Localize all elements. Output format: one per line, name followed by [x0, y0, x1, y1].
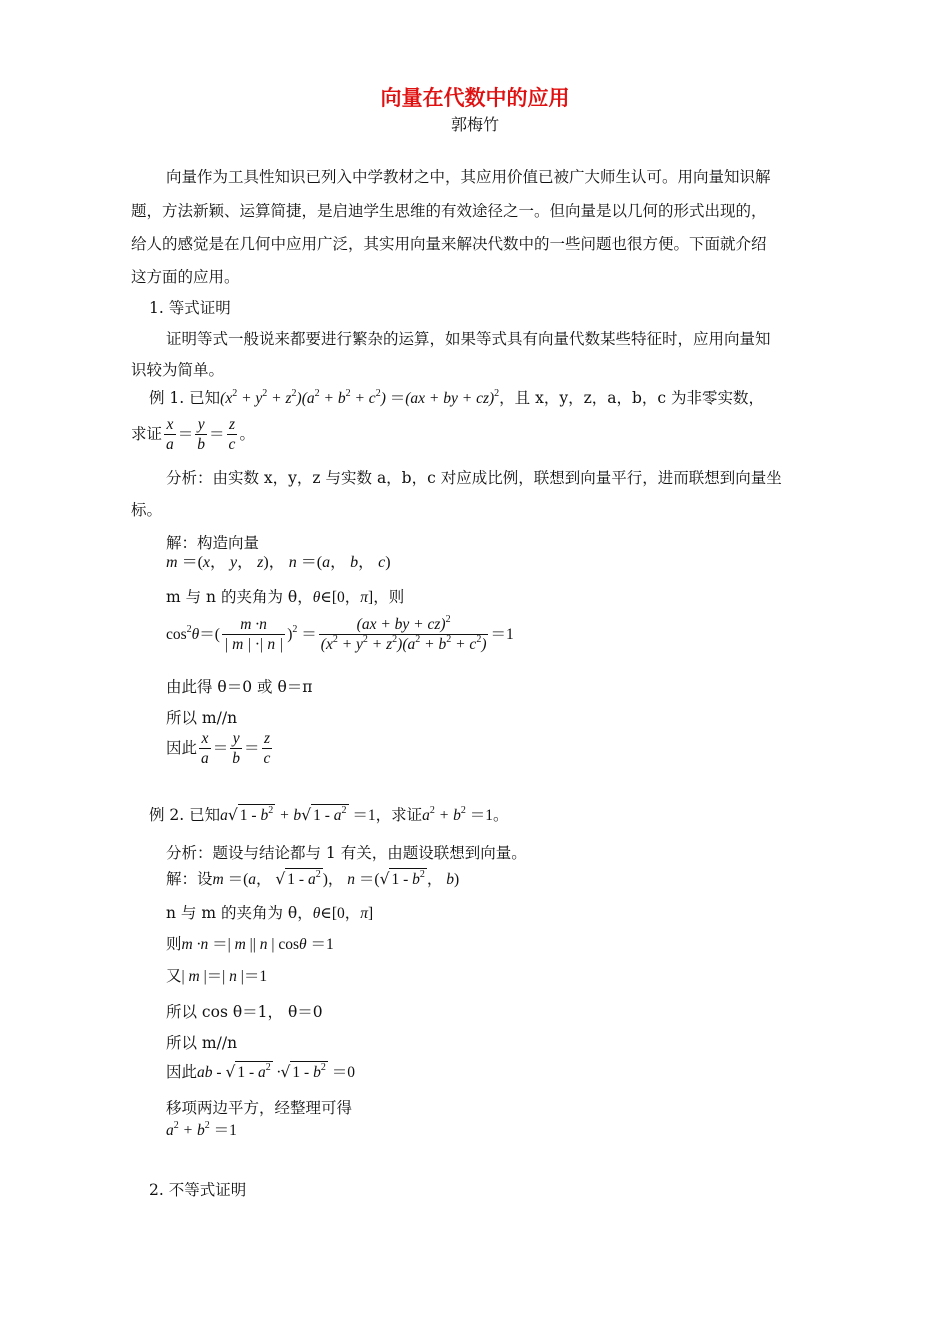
ex1-vectors: m ＝(x， y， z)， n ＝(a， b， c)	[166, 554, 391, 571]
intro-line-4: 这方面的应用。	[131, 268, 240, 286]
section-1-para-line-1: 证明等式一般说来都要进行繁杂的运算，如果等式具有向量代数某些特征时，应用向量知	[166, 330, 771, 348]
section-2-heading: 2. 不等式证明	[149, 1181, 247, 1199]
section-1-para-line-2: 识较为简单。	[131, 361, 225, 379]
ex2-magnitudes: 又| m |＝| n |＝1	[166, 967, 268, 985]
ex1-therefore: 因此	[166, 739, 198, 757]
ex2-therefore-line: 因此ab - √ $1 - a^2$ ·√ $1 - b^2 =0$	[166, 1061, 355, 1084]
ex1-parallel: 所以 m//n	[166, 709, 238, 727]
intro-line-2: 题，方法新颖、运算简捷，是启迪学生思维的有效途径之一。但向量是以几何的形式出现的，	[131, 202, 767, 220]
intro-line-1: 向量作为工具性知识已列入中学教材之中，其应用价值已被广大师生认可。用向量知识解	[166, 168, 771, 186]
section-1-heading: 1. 等式证明	[149, 299, 231, 317]
ex1-end: 。	[239, 425, 255, 443]
ex2-solution-intro: 解：设	[166, 870, 213, 888]
intro-line-3: 给人的感觉是在几何中应用广泛，其实用向量来解决代数中的一些问题也很方便。下面就介绍	[131, 235, 767, 253]
ex2-vectors-line: 解：设m ＝(a， √ $1 - a^2$ )， n ＝(√ $1 - b^2$ ， b)	[166, 868, 459, 891]
ex1-label: 例 1. 已知	[149, 389, 221, 407]
ex2-label: 例 2. 已知	[149, 806, 221, 824]
ex1-solution-intro: 解：构造向量	[166, 534, 260, 552]
ex1-condition-tail: ，且 x，y，z，a，b，c 为非零实数，	[499, 389, 765, 407]
ex2-also: 又	[166, 967, 182, 985]
ex2-rearrange: 移项两边平方，经整理可得	[166, 1099, 353, 1117]
ex1-analysis-line-1: 分析：由实数 x，y，z 与实数 a，b，c 对应成比例，联想到向量平行，进而联想到向量坐	[166, 469, 782, 487]
ex1-condition	[149, 387, 764, 410]
ex1-analysis-line-2: 标。	[131, 501, 163, 519]
ex2-so-cos: 所以 cos θ＝1， θ＝0	[166, 1003, 323, 1021]
page-title: 向量在代数中的应用	[380, 86, 570, 110]
ex1-claim: 求证 $\frac{x}{a}$ ＝ $\frac{y}{b}$ ＝ $\frac{z}{c}$ 。	[131, 415, 255, 453]
ex2-then: 则	[166, 935, 182, 953]
ex2-analysis: 分析：题设与结论都与 1 有关，由题设联想到向量。	[166, 844, 527, 862]
ex2-therefore: 因此	[166, 1063, 198, 1081]
ex2-prove-text: ，求证	[375, 806, 423, 824]
ex1-angle-line: m 与 n 的夹角为 θ，θ∈[0，π]，则	[166, 588, 405, 606]
ex1-conclusion: 因此 $\frac{x}{a}$ ＝ $\frac{y}{b}$ ＝ $\frac{z}{c}$	[166, 729, 271, 767]
ex1-angle-text: m 与 n 的夹角为 θ，	[166, 588, 313, 606]
ex2-angle-text: n 与 m 的夹角为 θ，	[166, 904, 313, 922]
ex1-given-equation: $(x^2 + y^2 + z^2)(a^2 + b^2 + c^2) =(ax$ + by + cz)$^2$	[220, 388, 500, 407]
ex2-angle-line: n 与 m 的夹角为 θ，θ∈[0，π]	[166, 904, 374, 922]
ex1-prove-label: 求证	[131, 425, 163, 443]
ex1-cos-equation: $\cos^2\theta=$( $\frac{m \cdot n}{| m | \cdot| n |}$ )$^2$ ＝ $\frac{(ax + by + cz)^2}{(x^2 + y^2 + z^2)(a^2 + b^2 + c^2)}$ ＝1	[166, 613, 514, 653]
author: 郭梅竹	[450, 115, 499, 134]
ex2-end: 。	[493, 806, 509, 824]
ex2-dot-product: 则m ·n ＝| m || n | cosθ ＝1	[166, 935, 334, 953]
ex2-result: $a^2 + b^2 =1$	[166, 1120, 237, 1139]
ex1-angle-tail: ，则	[373, 588, 405, 606]
ex2-parallel: 所以 m//n	[166, 1034, 238, 1052]
ex1-hence: 由此得 θ＝0 或 θ＝π	[166, 678, 313, 696]
ex2-condition: 例 2. 已知a√ $1 - b^2 + b√$ $1 - a^2 =1$，求证$a^2 + b^2 =1$。	[149, 804, 509, 827]
